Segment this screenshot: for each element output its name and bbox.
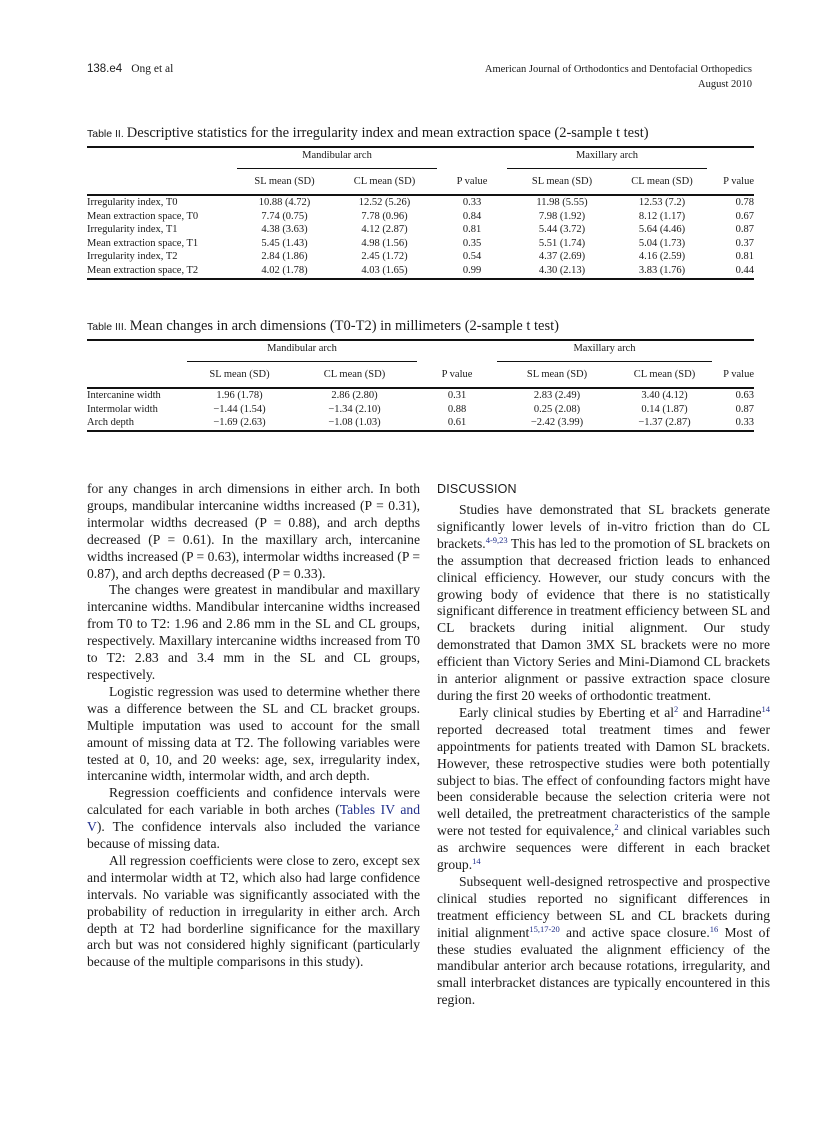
cell: 4.38 (3.63) xyxy=(261,224,308,236)
cell: 0.35 xyxy=(462,237,482,249)
cell: 4.16 (2.59) xyxy=(638,251,686,263)
column-header: P value xyxy=(723,176,754,188)
table-3-label: Table III. xyxy=(87,321,127,333)
cell: 5.45 (1.43) xyxy=(261,237,308,249)
cell: 0.37 xyxy=(735,237,754,249)
column-header: SL mean (SD) xyxy=(209,369,270,381)
column-header: CL mean (SD) xyxy=(323,369,386,381)
row-label: Intercanine width xyxy=(87,390,161,401)
group-header-mandibular: Mandibular arch xyxy=(187,341,417,363)
cell: 7.98 (1.92) xyxy=(538,210,586,222)
text-span: and active space closure. xyxy=(559,924,710,940)
column-header: CL mean (SD) xyxy=(631,176,693,188)
cell: −1.08 (1.03) xyxy=(328,417,381,429)
cell: 5.44 (3.72) xyxy=(538,224,586,236)
column-header: SL mean (SD) xyxy=(254,176,315,188)
paragraph xyxy=(87,785,420,853)
row-label: Irregularity index, T1 xyxy=(87,224,178,236)
column-header: SL mean (SD) xyxy=(526,369,588,381)
citation-link[interactable]: 2 xyxy=(674,703,679,714)
citation-link[interactable]: 14 xyxy=(761,703,770,714)
paragraph xyxy=(437,502,770,705)
citation-link[interactable]: 4-9,23 xyxy=(485,534,508,545)
group-header-maxillary: Maxillary arch xyxy=(507,148,707,170)
cell: 4.03 (1.65) xyxy=(361,264,408,276)
cell: 7.74 (0.75) xyxy=(261,210,308,222)
text-span: Most of these studies evaluated the alignment efficiency of the mandibular anterior arch because rotations, irregularity, and small interbracket distances are typically encountered in this region. xyxy=(437,924,770,1008)
page-folio: 138.e4 xyxy=(87,63,123,75)
running-head-right xyxy=(485,62,752,92)
cell: 0.25 (2.08) xyxy=(533,403,581,415)
table-2 xyxy=(87,124,754,280)
text-span: Subsequent well-designed retrospective and prospective clinical studies reported no significant differences in treatment efficiency between SL and CL brackets during initial alignment xyxy=(437,873,770,940)
cell: −1.37 (2.87) xyxy=(638,417,691,429)
row-label: Intermolar width xyxy=(87,403,158,415)
tables-4-5-link[interactable]: Tables IV and V xyxy=(87,802,421,835)
group-header-mandibular: Mandibular arch xyxy=(237,148,437,170)
row-label: Irregularity index, T0 xyxy=(87,197,178,208)
row-label: Irregularity index, T2 xyxy=(87,251,178,263)
column-header: SL mean (SD) xyxy=(531,176,593,188)
table-2-label: Table II. xyxy=(87,128,124,140)
table-row xyxy=(87,250,754,264)
cell: 0.99 xyxy=(462,264,482,276)
group-header-maxillary: Maxillary arch xyxy=(497,341,712,363)
cell: 2.86 (2.80) xyxy=(331,390,378,401)
cell: 1.96 (1.78) xyxy=(216,390,263,401)
table-2-grid xyxy=(87,146,754,280)
cell: −1.69 (2.63) xyxy=(213,417,266,429)
text-span: This has led to the promotion of SL brackets on the assumption that decreased friction leads to enhanced clinical efficiency. However, our study concurs with the growing body of evidence that there is no statistically significant difference in treatment efficiency between SL and CL brackets during initial alignment. Our study demonstrated that Damon 3MX SL brackets were no more efficient than Victory Series and Mini-Diamond CL brackets in anterior alignment or passive extraction space closure during the first 20 weeks of orthodontic treatment. xyxy=(437,535,770,703)
cell: 0.87 xyxy=(735,403,754,415)
cell: 0.14 (1.87) xyxy=(641,403,688,415)
paragraph: Logistic regression was used to determine whether there was a difference between the SL and CL bracket groups. Multiple imputation was used to account for the small amount of missing data at T2. The following variables were tested at 0, 10, and 20 weeks: age, sex, irregularity index, intercanine width, intermolar width, and arch depth. xyxy=(87,683,420,784)
citation-link[interactable]: 14 xyxy=(472,856,481,867)
cell: 3.40 (4.12) xyxy=(641,390,688,401)
text-span: and clinical variables such as archwire sequences were different in each bracket group. xyxy=(437,823,770,873)
table-row xyxy=(87,389,754,403)
cell: 0.78 xyxy=(735,197,754,208)
journal-name: American Journal of Orthodontics and Dentofacial Orthopedics xyxy=(484,64,752,75)
row-label: Mean extraction space, T0 xyxy=(87,210,199,222)
table-row xyxy=(87,196,754,210)
cell: 5.51 (1.74) xyxy=(538,237,586,249)
cell: 0.81 xyxy=(462,224,482,236)
cell: 4.37 (2.69) xyxy=(538,251,586,263)
running-head-left xyxy=(87,62,173,77)
table-3-title: Mean changes in arch dimensions (T0-T2) in millimeters (2-sample t test) xyxy=(129,318,559,334)
cell: 0.81 xyxy=(735,251,754,263)
table-row xyxy=(87,237,754,251)
cell: 12.52 (5.26) xyxy=(358,197,411,208)
cell: 0.61 xyxy=(447,417,467,429)
column-header: P value xyxy=(723,369,754,381)
cell: −1.44 (1.54) xyxy=(213,403,266,415)
text-span: and Harradine xyxy=(678,704,762,720)
cell: −1.34 (2.10) xyxy=(328,403,381,415)
paragraph: All regression coefficients were close to zero, except sex and intermolar width at T2, which also had large confidence intervals. No variable was significantly associated with the probability of reduction in irregularity in either arch. Arch depth at T2 had borderline significance for the maxillary arch but was not considered highly significant (particularly because of the multiple comparisons in this study). xyxy=(87,852,420,970)
cell: 0.84 xyxy=(462,210,482,222)
running-head-authors: Ong et al xyxy=(131,63,174,75)
cell: −2.42 (3.99) xyxy=(530,417,584,429)
cell: 7.78 (0.96) xyxy=(361,210,408,222)
body-column-left xyxy=(87,481,420,971)
issue-date: August 2010 xyxy=(698,79,752,90)
citation-link[interactable]: 15,17-20 xyxy=(529,923,560,934)
body-column-right xyxy=(437,481,770,1009)
table-row xyxy=(87,403,754,417)
table-row xyxy=(87,416,754,431)
cell: 4.12 (2.87) xyxy=(361,224,408,236)
text-span: ). The confidence intervals also included the variance because of missing data. xyxy=(87,819,420,852)
cell: 0.88 xyxy=(447,403,467,415)
cell: 2.45 (1.72) xyxy=(361,251,408,263)
text-span: Studies have demonstrated that SL brackets generate significantly lower levels of in-vitro friction than do CL brackets. xyxy=(437,502,770,551)
cell: 2.83 (2.49) xyxy=(533,390,581,401)
row-label: Arch depth xyxy=(87,417,134,429)
cell: 5.64 (4.46) xyxy=(638,224,686,236)
table-row xyxy=(87,264,754,279)
column-header: P value xyxy=(441,369,473,381)
citation-link[interactable]: 2 xyxy=(614,822,619,833)
cell: 0.67 xyxy=(735,210,754,222)
cell: 4.98 (1.56) xyxy=(361,237,408,249)
text-span: Early clinical studies by Eberting et al xyxy=(459,704,674,720)
cell: 10.88 (4.72) xyxy=(258,197,311,208)
cell: 0.33 xyxy=(462,197,482,208)
table-3 xyxy=(87,317,754,432)
cell: 0.54 xyxy=(462,251,482,263)
text-span: Regression coefficients and confidence intervals were calculated for each variable in both arches ( xyxy=(87,785,420,818)
cell: 4.02 (1.78) xyxy=(261,264,308,276)
paragraph xyxy=(437,874,770,1009)
column-header: CL mean (SD) xyxy=(353,176,416,188)
cell: 2.84 (1.86) xyxy=(261,251,308,263)
column-header: P value xyxy=(456,176,488,188)
cell: 4.30 (2.13) xyxy=(538,264,586,276)
table-2-title: Descriptive statistics for the irregularity index and mean extraction space (2-sample t test) xyxy=(126,125,649,141)
table-row xyxy=(87,223,754,237)
cell: 0.87 xyxy=(735,224,754,236)
cell: 5.04 (1.73) xyxy=(638,237,686,249)
row-label: Mean extraction space, T2 xyxy=(87,264,199,276)
paragraph xyxy=(437,705,770,874)
table-2-caption xyxy=(87,124,754,143)
paragraph: The changes were greatest in mandibular and maxillary intercanine widths. Mandibular intercanine widths increased from T0 to T2: 1.96 and 2.86 mm in the SL and CL groups, respectively. Maxillary intercanine widths increased from T0 to T2: 2.83 and 3.4 mm in the SL and CL groups, respectively. xyxy=(87,582,420,682)
text-span: reported decreased total treatment times and fewer appointments for patients treated with Damon SL brackets. However, these retrospective studies were both potentially subject to bias. The effect of confounding factors might have been considerable because the selection criteria were not well detailed, the pretreatment characteristics of the sample were not tested for equivalence, xyxy=(437,721,770,839)
row-label: Mean extraction space, T1 xyxy=(87,237,199,249)
column-header: CL mean (SD) xyxy=(633,369,696,381)
cell: 0.44 xyxy=(735,264,754,276)
cell: 0.33 xyxy=(735,417,754,429)
table-3-caption xyxy=(87,317,754,336)
table-3-grid xyxy=(87,339,754,432)
section-heading-discussion: DISCUSSION xyxy=(437,482,517,496)
cell: 0.31 xyxy=(447,390,467,401)
cell: 3.83 (1.76) xyxy=(638,264,686,276)
cell: 0.63 xyxy=(735,390,754,401)
cell: 12.53 (7.2) xyxy=(638,197,686,208)
table-row xyxy=(87,210,754,224)
citation-link[interactable]: 16 xyxy=(709,923,719,934)
cell: 8.12 (1.17) xyxy=(638,210,686,222)
cell: 11.98 (5.55) xyxy=(536,197,588,208)
paragraph: for any changes in arch dimensions in either arch. In both groups, mandibular intercanine widths increased (P = 0.31), intermolar widths decreased (P = 0.88), and arch depths decreased (P = 0.61). In the maxillary arch, intercanine widths increased (P = 0.63), intermolar widths increased (P = 0.87), and arch depths decreased (P = 0.33). xyxy=(87,481,420,581)
